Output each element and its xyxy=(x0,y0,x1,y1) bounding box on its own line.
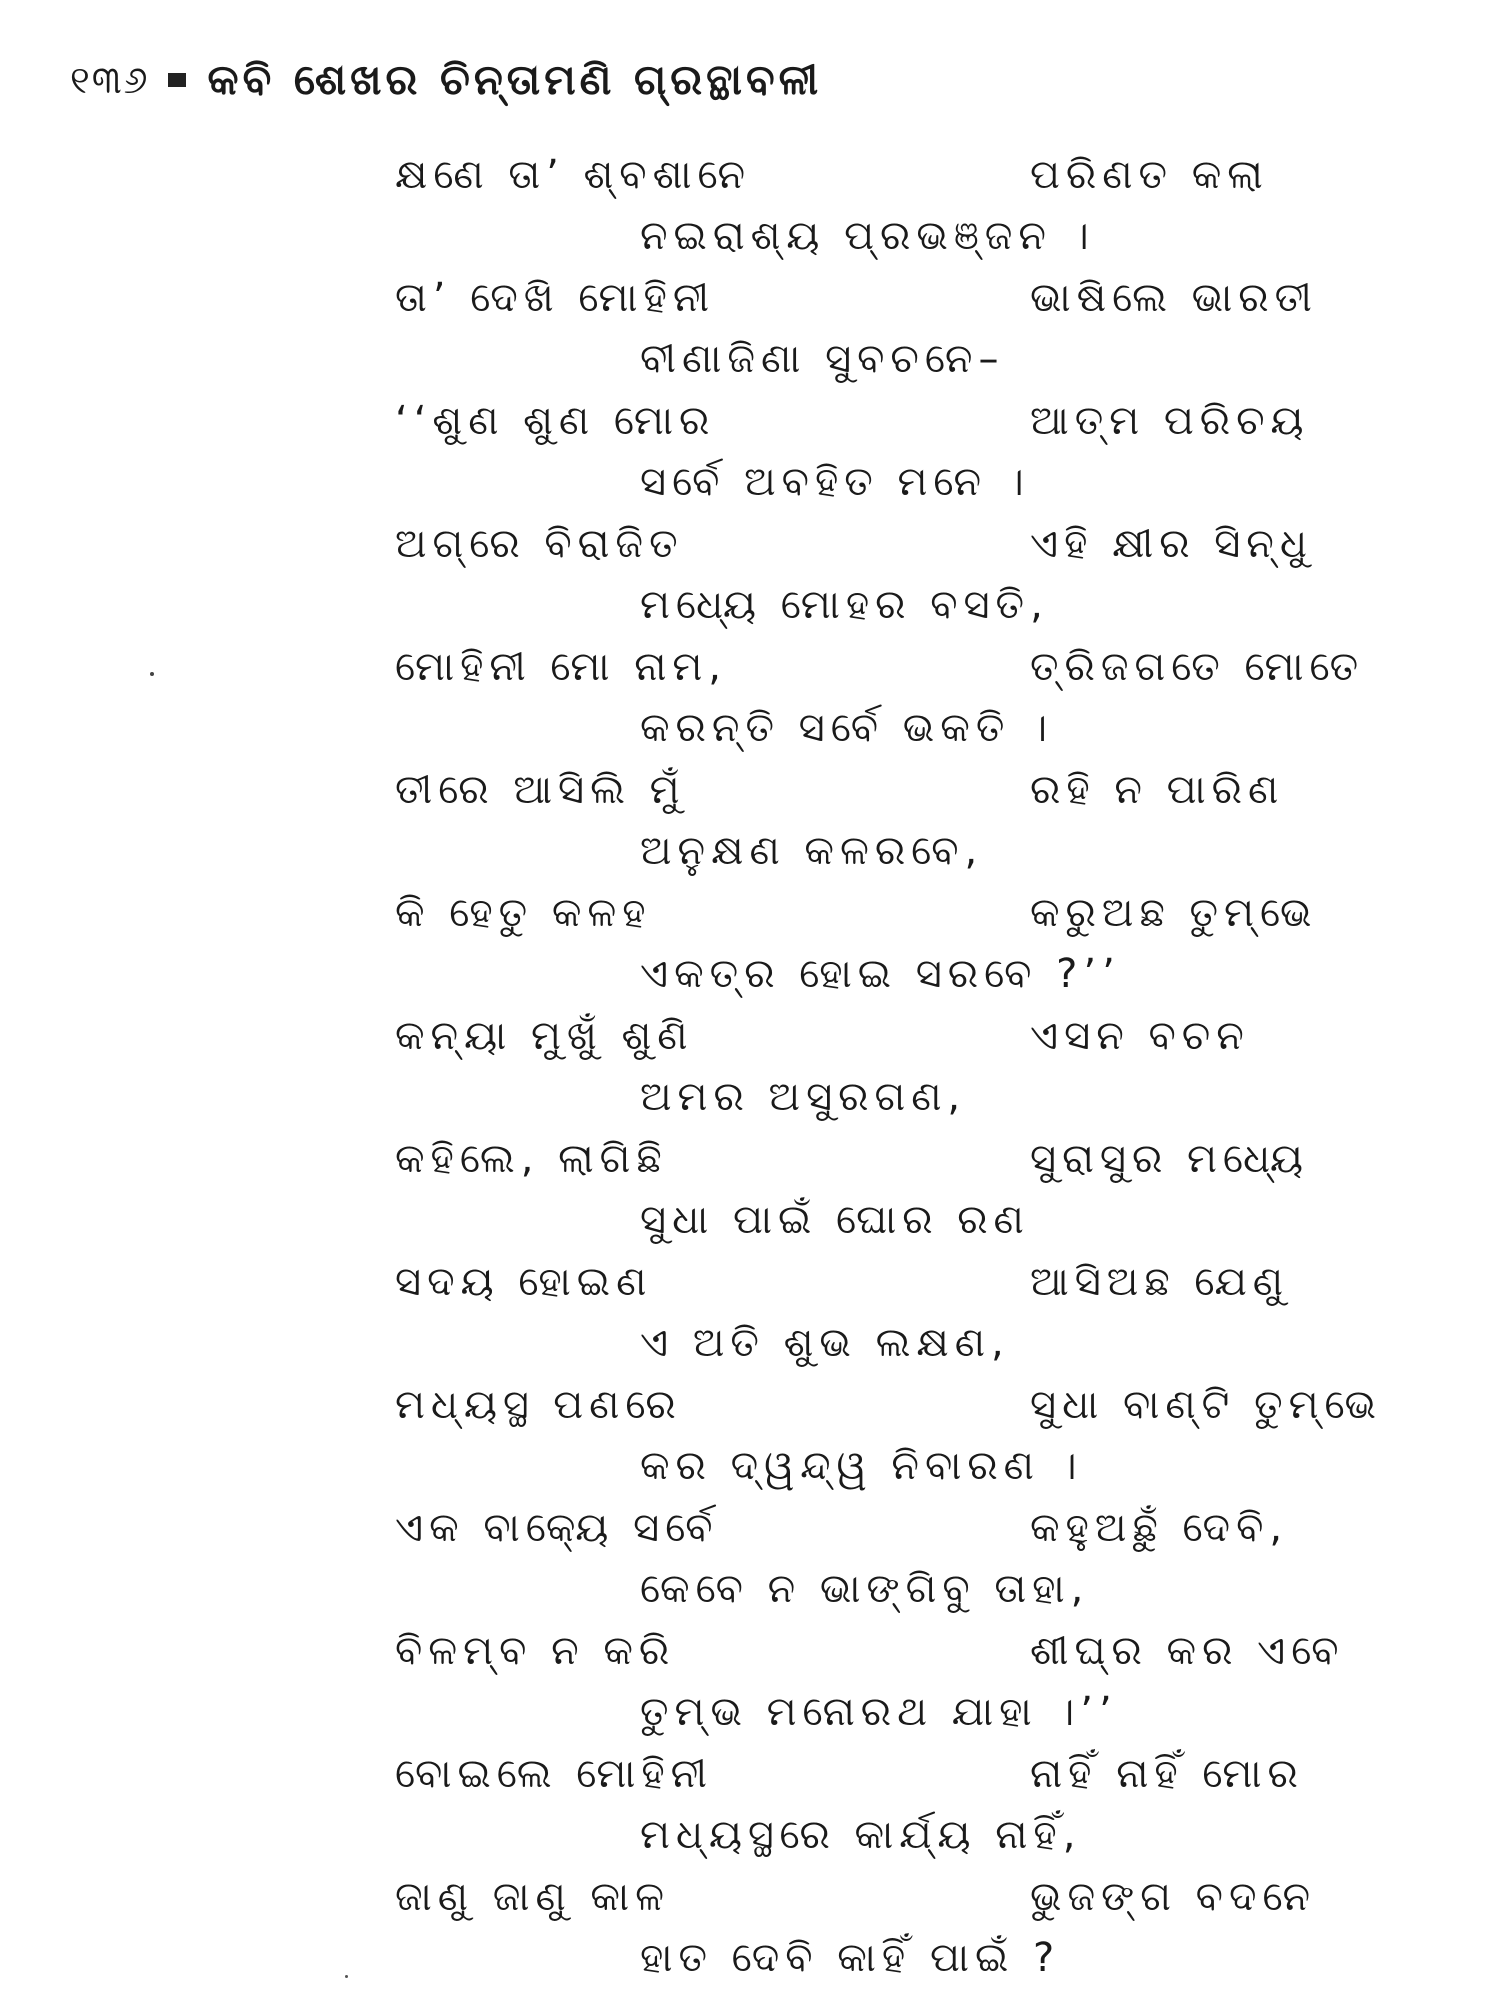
verse-half-left: ବୋଇଲେ ମୋହିନୀ xyxy=(395,1751,713,1797)
verse-half-left: ‘‘ଶୁଣ ଶୁଣ ମୋର xyxy=(395,398,716,444)
verse-line-second: ତୁମ୍ଭ ମନୋରଥ ଯାହା ।’’ xyxy=(640,1689,1118,1735)
verse-line-second: ନଇରାଶ୍ୟ ପ୍ରଭଞ୍ଜନ । xyxy=(640,213,1095,259)
verse-line-second: କରନ୍ତି ସର୍ବେ ଭକତି । xyxy=(640,705,1054,751)
header-separator-square xyxy=(168,73,186,87)
verse-stanza xyxy=(0,1867,1500,1990)
verse-stanza xyxy=(0,1375,1500,1498)
verse-half-left: ଏକ ବାକ୍ୟେ ସର୍ବେ xyxy=(395,1505,719,1551)
verse-half-right: ଆସିଅଛ ଯେଣୁ xyxy=(1030,1259,1290,1305)
verse-line-second: ଅନୁକ୍ଷଣ କଳରବେ, xyxy=(640,828,984,874)
verse-half-right: ଭାଷିଲେ ଭାରତୀ xyxy=(1030,275,1318,321)
verse-stanza xyxy=(0,391,1500,514)
verse-stanza xyxy=(0,145,1500,268)
verse-half-right: କରୁଅଛ ତୁମ୍ଭେ xyxy=(1030,890,1318,936)
verse-line-second: ମଧ୍ୟେ ମୋହର ବସତି, xyxy=(640,582,1049,628)
page-number: ୧୩୬ xyxy=(70,58,150,102)
verse-half-right: ସୁଧା ବାଣ୍ଟି ତୁମ୍ଭେ xyxy=(1030,1382,1383,1428)
verse-line-second: କେବେ ନ ଭାଙ୍ଗିବୁ ତାହା, xyxy=(640,1566,1090,1612)
verse-stanza xyxy=(0,1498,1500,1621)
verse-stanza xyxy=(0,514,1500,637)
verse-half-left: ବିଳମ୍ବ ନ କରି xyxy=(395,1628,676,1674)
verse-half-left: ମୋହିନୀ ମୋ ନାମ, xyxy=(395,644,727,690)
verse-half-left: ତୀରେ ଆସିଲି ମୁଁ xyxy=(395,767,686,813)
verse-half-right: ରହି ନ ପାରିଣ xyxy=(1030,767,1285,813)
verse-half-right: ନାହିଁ ନାହିଁ ମୋର xyxy=(1030,1751,1304,1797)
verse-stanza xyxy=(0,883,1500,1006)
verse-half-left: କି ହେତୁ କଳହ xyxy=(395,890,652,936)
verse-half-left: କହିଲେ, ଲାଗିଛି xyxy=(395,1136,668,1182)
verse-half-left: କ୍ଷଣେ ତା’ ଶ୍ବଶାନେ xyxy=(395,152,752,198)
running-header xyxy=(70,50,822,110)
verse-line-second: ମଧ୍ୟସ୍ଥରେ କାର୍ଯ୍ୟ ନାହିଁ, xyxy=(640,1812,1082,1858)
verse-line-second: ଅମର ଅସୁରଗଣ, xyxy=(640,1074,967,1120)
verse-half-right: କହୁଅଛୁଁ ଦେବି, xyxy=(1030,1505,1289,1551)
verse-stanza xyxy=(0,1744,1500,1867)
verse-half-left: କନ୍ୟା ମୁଖୁଁ ଶୁଣି xyxy=(395,1013,694,1059)
verse-stanza xyxy=(0,637,1500,760)
verse-half-right: ଆତ୍ମ ପରିଚୟ xyxy=(1030,398,1310,444)
verse-stanza xyxy=(0,760,1500,883)
verse-half-left: ସଦୟ ହୋଇଣ xyxy=(395,1259,653,1305)
verse-half-left: ଜାଣୁ ଜାଣୁ କାଳ xyxy=(395,1874,670,1920)
verse-line-second: ଏ ଅତି ଶୁଭ ଲକ୍ଷଣ, xyxy=(640,1320,1010,1366)
verse-line-second: ସୁଧା ପାଇଁ ଘୋର ରଣ xyxy=(640,1197,1030,1243)
paper-speck xyxy=(150,672,154,676)
verse-half-right: ଭୁଜଙ୍ଗ ବଦନେ xyxy=(1030,1874,1317,1920)
verse-half-left: ମଧ୍ୟସ୍ଥ ପଣରେ xyxy=(395,1382,682,1428)
verse-line-second: ସର୍ବେ ଅବହିତ ମନେ । xyxy=(640,459,1030,505)
verse-stanza xyxy=(0,1006,1500,1129)
verse-stanza xyxy=(0,1129,1500,1252)
verse-half-right: ସୁରାସୁର ମଧ୍ୟେ xyxy=(1030,1136,1310,1182)
verse-line-second: ଏକତ୍ର ହୋଇ ସରବେ ?’’ xyxy=(640,951,1121,997)
verse-half-right: ଶୀଘ୍ର କର ଏବେ xyxy=(1030,1628,1345,1674)
verse-line-second: କର ଦ୍ୱନ୍ଦ୍ୱ ନିବାରଣ । xyxy=(640,1443,1083,1489)
verse-half-right: ଏହି କ୍ଷୀର ସିନ୍ଧୁ xyxy=(1030,521,1313,567)
verse-half-right: ପରିଣତ କଲା xyxy=(1030,152,1269,198)
book-title: କବି ଶେଖର ଚିନ୍ତାମଣି ଗ୍ରନ୍ଥାବଳୀ xyxy=(207,55,823,104)
poem-body xyxy=(0,145,1500,1990)
verse-stanza xyxy=(0,1252,1500,1375)
verse-half-right: ଏସନ ବଚନ xyxy=(1030,1013,1250,1059)
paper-speck xyxy=(345,1975,348,1978)
verse-half-left: ତା’ ଦେଖି ମୋହିନୀ xyxy=(395,275,716,321)
verse-half-right: ତ୍ରିଜଗତେ ମୋତେ xyxy=(1030,644,1365,690)
verse-stanza xyxy=(0,1621,1500,1744)
verse-half-left: ଅଗ୍ରେ ବିରାଜିତ xyxy=(395,521,684,567)
verse-line-second: ବୀଣାଜିଣା ସୁବଚନେ– xyxy=(640,336,1005,382)
verse-line-second: ହାତ ଦେବି କାହିଁ ପାଇଁ ? xyxy=(640,1935,1061,1981)
verse-stanza xyxy=(0,268,1500,391)
